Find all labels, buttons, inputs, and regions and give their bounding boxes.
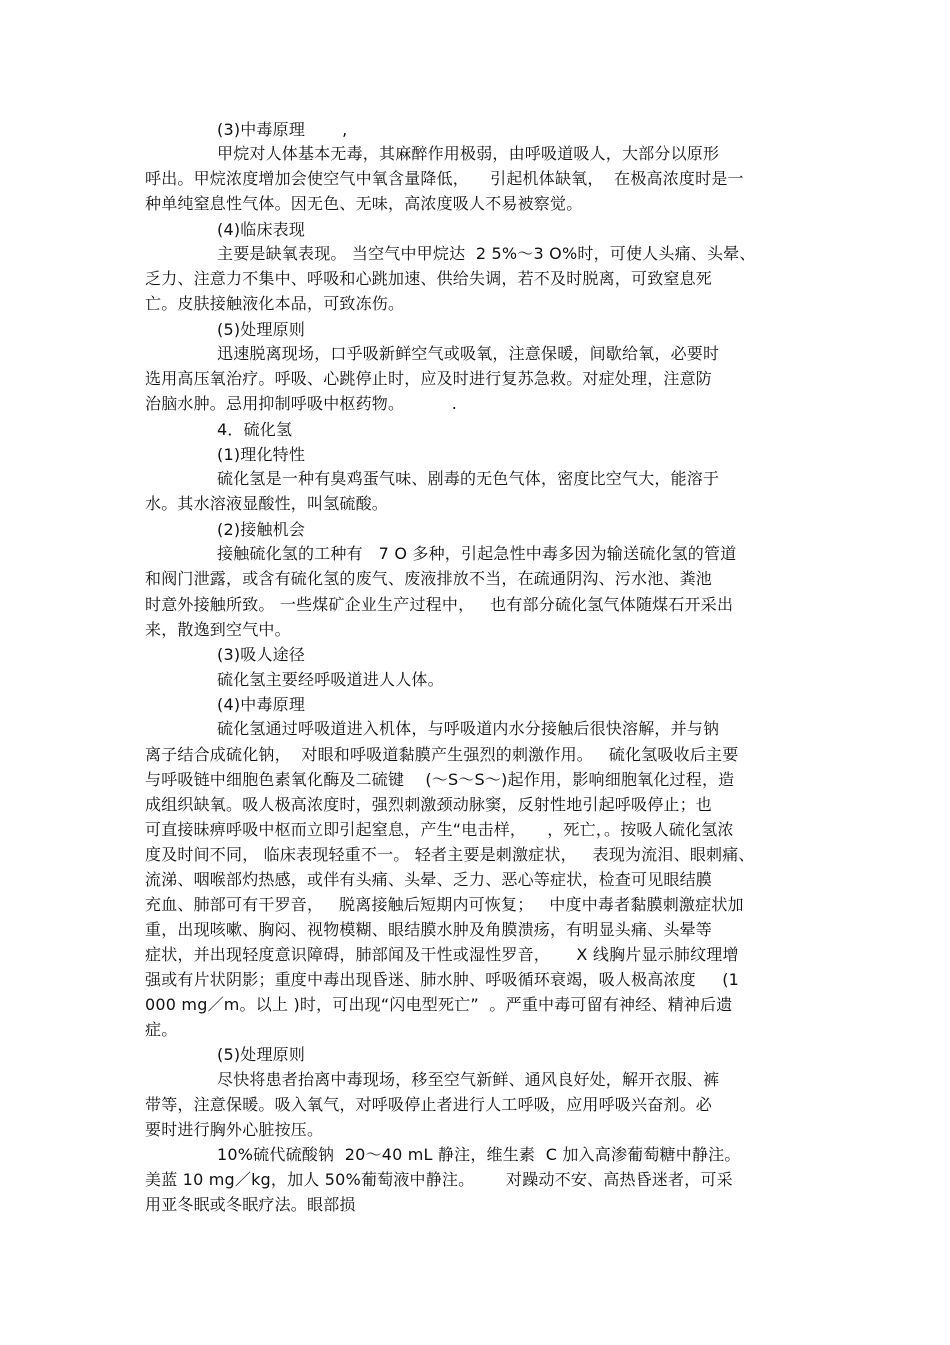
text-line: 甲烷对人体基本无毒，其麻醉作用极弱，由呼吸道吸人，大部分以原形 <box>217 144 720 163</box>
text-line: 与呼吸链中细胞色素氧化酶及二硫键 (～S～S～)起作用，影响细胞氧化过程，造 <box>145 770 735 789</box>
text-line: 症状，并出现轻度意识障碍，肺部闻及干性或湿性罗音， X 线胸片显示肺纹理增 <box>145 945 739 964</box>
text-line: 治脑水肿。忌用抑制呼吸中枢药物。 . <box>145 394 458 413</box>
text-line: 带等，注意保暖。吸入氧气，对呼吸停止者进行人工呼吸，应用呼吸兴奋剂。必 <box>145 1095 713 1114</box>
text-line: 充血、肺部可有干罗音， 脱离接触后短期内可恢复； 中度中毒者黏膜刺激症状加 <box>145 895 744 914</box>
text-line: 离子结合成硫化钠， 对眼和呼吸道黏膜产生强烈的刺激作用。 硫化氢吸收后主要 <box>145 745 739 764</box>
text-line: 尽快将患者抬离中毒现场，移至空气新鲜、通风良好处，解开衣服、裤 <box>217 1070 720 1089</box>
text-line: 主要是缺氧表现。 当空气中甲烷达 2 5%～3 O%时，可使人头痛、头晕、 <box>217 244 756 263</box>
text-line: 和阀门泄露，或含有硫化氢的废气、废液排放不当，在疏通阴沟、污水池、粪池 <box>145 569 713 588</box>
text-line: 时意外接触所致。 一些煤矿企业生产过程中， 也有部分硫化氢气体随煤石开采出 <box>145 595 734 614</box>
heading-clinical-manifestation: (4)临床表现 <box>217 220 306 239</box>
text-line: 强或有片状阴影；重度中毒出现昏迷、肺水肿、呼吸循环衰竭，吸人极高浓度 (1 <box>145 970 740 989</box>
text-line: 度及时间不同， 临床表现轻重不一。 轻者主要是刺激症状， 表现为流泪、眼刺痛、 <box>145 845 755 864</box>
text-line: 乏力、注意力不集中、呼吸和心跳加速、供给失调，若不及时脱离，可致窒息死 <box>145 269 713 288</box>
heading-physical-properties: (1)理化特性 <box>217 445 306 464</box>
text-line: 水。其水溶液显酸性，叫氢硫酸。 <box>145 494 389 513</box>
text-line: 硫化氢是一种有臭鸡蛋气味、剧毒的无色气体，密度比空气大，能溶于 <box>217 469 720 488</box>
text-line: 可直接昧痹呼吸中枢而立即引起窒息，产生“电击样， ，死亡，。按吸人硫化氢浓 <box>145 820 734 839</box>
heading-treatment-principle: (5)处理原则 <box>217 320 306 339</box>
heading-treatment-principle: (5)处理原则 <box>217 1045 306 1064</box>
text-line: 接触硫化氢的工种有 7 O 多种，引起急性中毒多因为输送硫化氢的管道 <box>217 544 737 563</box>
text-line: 来，散逸到空气中。 <box>145 620 291 639</box>
heading-exposure-opportunities: (2)接触机会 <box>217 520 306 539</box>
text-line: 要时进行胸外心脏按压。 <box>145 1120 324 1139</box>
text-line: 流涕、咽喉部灼热感，或伴有头痛、头晕、乏力、恶心等症状，检查可见眼结膜 <box>145 870 713 889</box>
text-line: 硫化氢主要经呼吸道进人人体。 <box>217 670 444 689</box>
section-heading-hydrogen-sulfide: 4．硫化氢 <box>217 420 293 439</box>
text-line: 种单纯窒息性气体。因无色、无味，高浓度吸人不易被察觉。 <box>145 194 583 213</box>
text-line: 呼出。甲烷浓度增加会使空气中氧含量降低， 引起机体缺氧， 在极高浓度时是一 <box>145 169 744 188</box>
text-line: 硫化氢通过呼吸道进入机体，与呼吸道内水分接触后很快溶解，并与钠 <box>217 719 720 738</box>
text-line: 选用高压氧治疗。呼吸、心跳停止时，应及时进行复苏急救。对症处理，注意防 <box>145 369 713 388</box>
text-line: 亡。皮肤接触液化本品，可致冻伤。 <box>145 294 405 313</box>
text-line: 重，出现咳嗽、胸闷、视物模糊、眼结膜水肿及角膜溃疡，有明显头痛、头晕等 <box>145 920 713 939</box>
text-line: 10%硫代硫酸钠 20～40 mL 静注，维生素 C 加入高渗葡萄糖中静注。 <box>217 1145 741 1164</box>
heading-inhalation-route: (3)吸人途径 <box>217 645 306 664</box>
text-line: 用亚冬眠或冬眠疗法。眼部损 <box>145 1195 356 1214</box>
text-line: 迅速脱离现场，口乎吸新鲜空气或吸氧，注意保暖，间歇给氧，必要时 <box>217 344 720 363</box>
text-line: 症。 <box>145 1020 178 1039</box>
heading-poisoning-principle: (4)中毒原理 <box>217 695 306 714</box>
text-line: 美蓝 10 mg／kg，加人 50%葡萄液中静注。 对躁动不安、高热昏迷者，可采 <box>145 1170 733 1189</box>
heading-poisoning-principle: (3)中毒原理 , <box>217 120 348 139</box>
text-line: 000 mg／m。以上 )时，可出现“闪电型死亡” 。严重中毒可留有神经、精神后遗 <box>145 995 733 1014</box>
text-line: 成组织缺氧。吸人极高浓度时，强烈刺激颈动脉窦，反射性地引起呼吸停止；也 <box>145 795 713 814</box>
